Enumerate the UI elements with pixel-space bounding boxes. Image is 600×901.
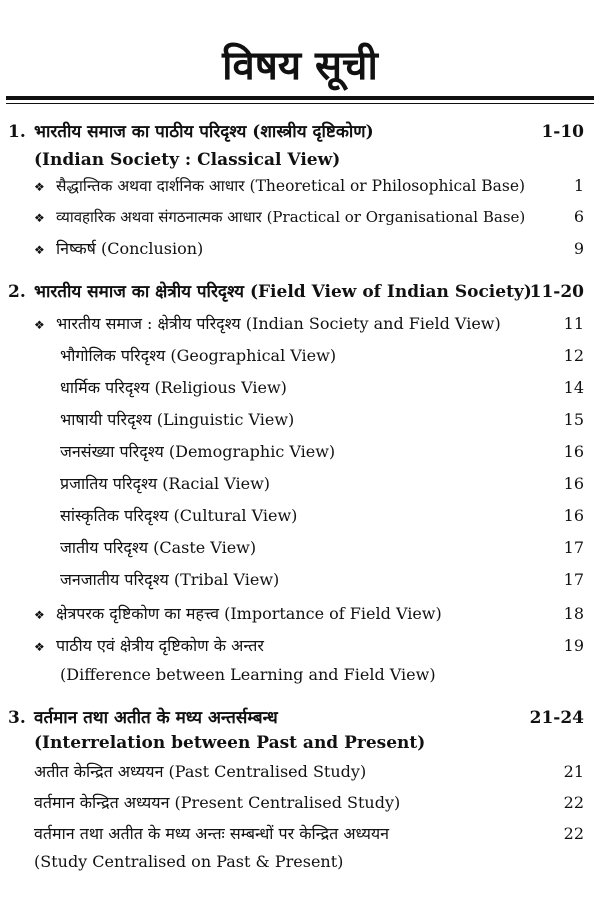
toc-item-page: 22 xyxy=(563,824,584,843)
toc-item-text: निष्कर्ष (Conclusion) xyxy=(56,239,204,258)
toc-item-text: सैद्धान्तिक अथवा दार्शनिक आधार (Theoretical or Philosophical Base) xyxy=(56,177,526,195)
toc-item-text: धार्मिक परिदृश्य (Religious View) xyxy=(60,378,287,397)
title-rule-thick xyxy=(6,96,594,100)
toc-item-page: 9 xyxy=(573,239,584,258)
toc-item xyxy=(34,602,442,626)
section-1-heading-en: (Indian Society : Classical View) xyxy=(34,150,341,170)
toc-item-page: 15 xyxy=(563,410,584,429)
section-1-heading xyxy=(8,120,374,144)
toc-item-text-en: (Difference between Learning and Field View) xyxy=(60,665,436,684)
title-rule-thin xyxy=(6,103,594,104)
section-3-heading xyxy=(8,706,278,730)
toc-item-text: जनसंख्या परिदृश्य (Demographic View) xyxy=(60,442,336,461)
bullet-icon: ❖ xyxy=(34,608,45,622)
toc-item-page: 1 xyxy=(573,176,584,195)
toc-item-text-en: (Study Centralised on Past & Present) xyxy=(34,852,344,871)
toc-item-text: व्यावहारिक अथवा संगठनात्मक आधार (Practical or Organisational Base) xyxy=(56,208,526,226)
section-number: 2. xyxy=(8,282,26,302)
toc-item-text: वर्तमान केन्द्रित अध्ययन (Present Centralised Study) xyxy=(34,793,401,812)
section-2-pages: 11-20 xyxy=(529,282,584,302)
section-1-pages: 1-10 xyxy=(541,122,584,142)
toc-item-page: 16 xyxy=(563,474,584,493)
section-3-heading-en: (Interrelation between Past and Present) xyxy=(34,733,426,753)
toc-item-page: 6 xyxy=(573,207,584,226)
toc-item-page: 22 xyxy=(563,793,584,812)
toc-item-page: 19 xyxy=(563,636,584,655)
bullet-icon: ❖ xyxy=(34,318,45,332)
toc-item xyxy=(34,174,525,198)
toc-item-page: 17 xyxy=(563,570,584,589)
section-number: 3. xyxy=(8,708,26,728)
bullet-icon: ❖ xyxy=(34,211,45,225)
toc-item-text: सांस्कृतिक परिदृश्य (Cultural View) xyxy=(60,506,298,525)
toc-item-text: जातीय परिदृश्य (Caste View) xyxy=(60,538,257,557)
toc-item xyxy=(34,634,264,658)
toc-item-page: 11 xyxy=(563,314,584,333)
toc-item-text: प्रजातिय परिदृश्य (Racial View) xyxy=(60,474,271,493)
section-3-pages: 21-24 xyxy=(529,708,584,728)
toc-item-text: पाठीय एवं क्षेत्रीय दृष्टिकोण के अन्तर xyxy=(56,636,264,655)
bullet-icon: ❖ xyxy=(34,640,45,654)
bullet-icon: ❖ xyxy=(34,243,45,257)
toc-item-page: 21 xyxy=(563,762,584,781)
toc-item-text: क्षेत्रपरक दृष्टिकोण का महत्त्व (Importance of Field View) xyxy=(56,604,442,623)
toc-item-page: 12 xyxy=(563,346,584,365)
bullet-icon: ❖ xyxy=(34,180,45,194)
toc-item-text: भारतीय समाज : क्षेत्रीय परिदृश्य (Indian Society and Field View) xyxy=(56,314,501,333)
toc-item-text: भाषायी परिदृश्य (Linguistic View) xyxy=(60,410,295,429)
toc-item-page: 17 xyxy=(563,538,584,557)
toc-item-page: 16 xyxy=(563,506,584,525)
toc-item-text: भौगोलिक परिदृश्य (Geographical View) xyxy=(60,346,337,365)
toc-item xyxy=(34,312,501,336)
toc-item-page: 16 xyxy=(563,442,584,461)
toc-item-text: वर्तमान तथा अतीत के मध्य अन्तः सम्बन्धों पर केन्द्रित अध्ययन xyxy=(34,824,390,843)
toc-item-text: जनजातीय परिदृश्य (Tribal View) xyxy=(60,570,280,589)
section-title: भारतीय समाज का पाठीय परिदृश्य (शास्त्रीय दृष्टिकोण) xyxy=(34,122,374,142)
page-title: विषय सूची xyxy=(222,43,378,89)
toc-item-page: 14 xyxy=(563,378,584,397)
section-title: भारतीय समाज का क्षेत्रीय परिदृश्य (Field View of Indian Society) xyxy=(34,282,532,302)
section-number: 1. xyxy=(8,122,26,142)
toc-item xyxy=(34,205,525,229)
toc-item-page: 18 xyxy=(563,604,584,623)
section-2-heading xyxy=(8,280,532,304)
section-title: वर्तमान तथा अतीत के मध्य अन्तर्सम्बन्ध xyxy=(34,708,278,728)
toc-item xyxy=(34,237,203,261)
toc-item-text: अतीत केन्द्रित अध्ययन (Past Centralised Study) xyxy=(34,762,367,781)
